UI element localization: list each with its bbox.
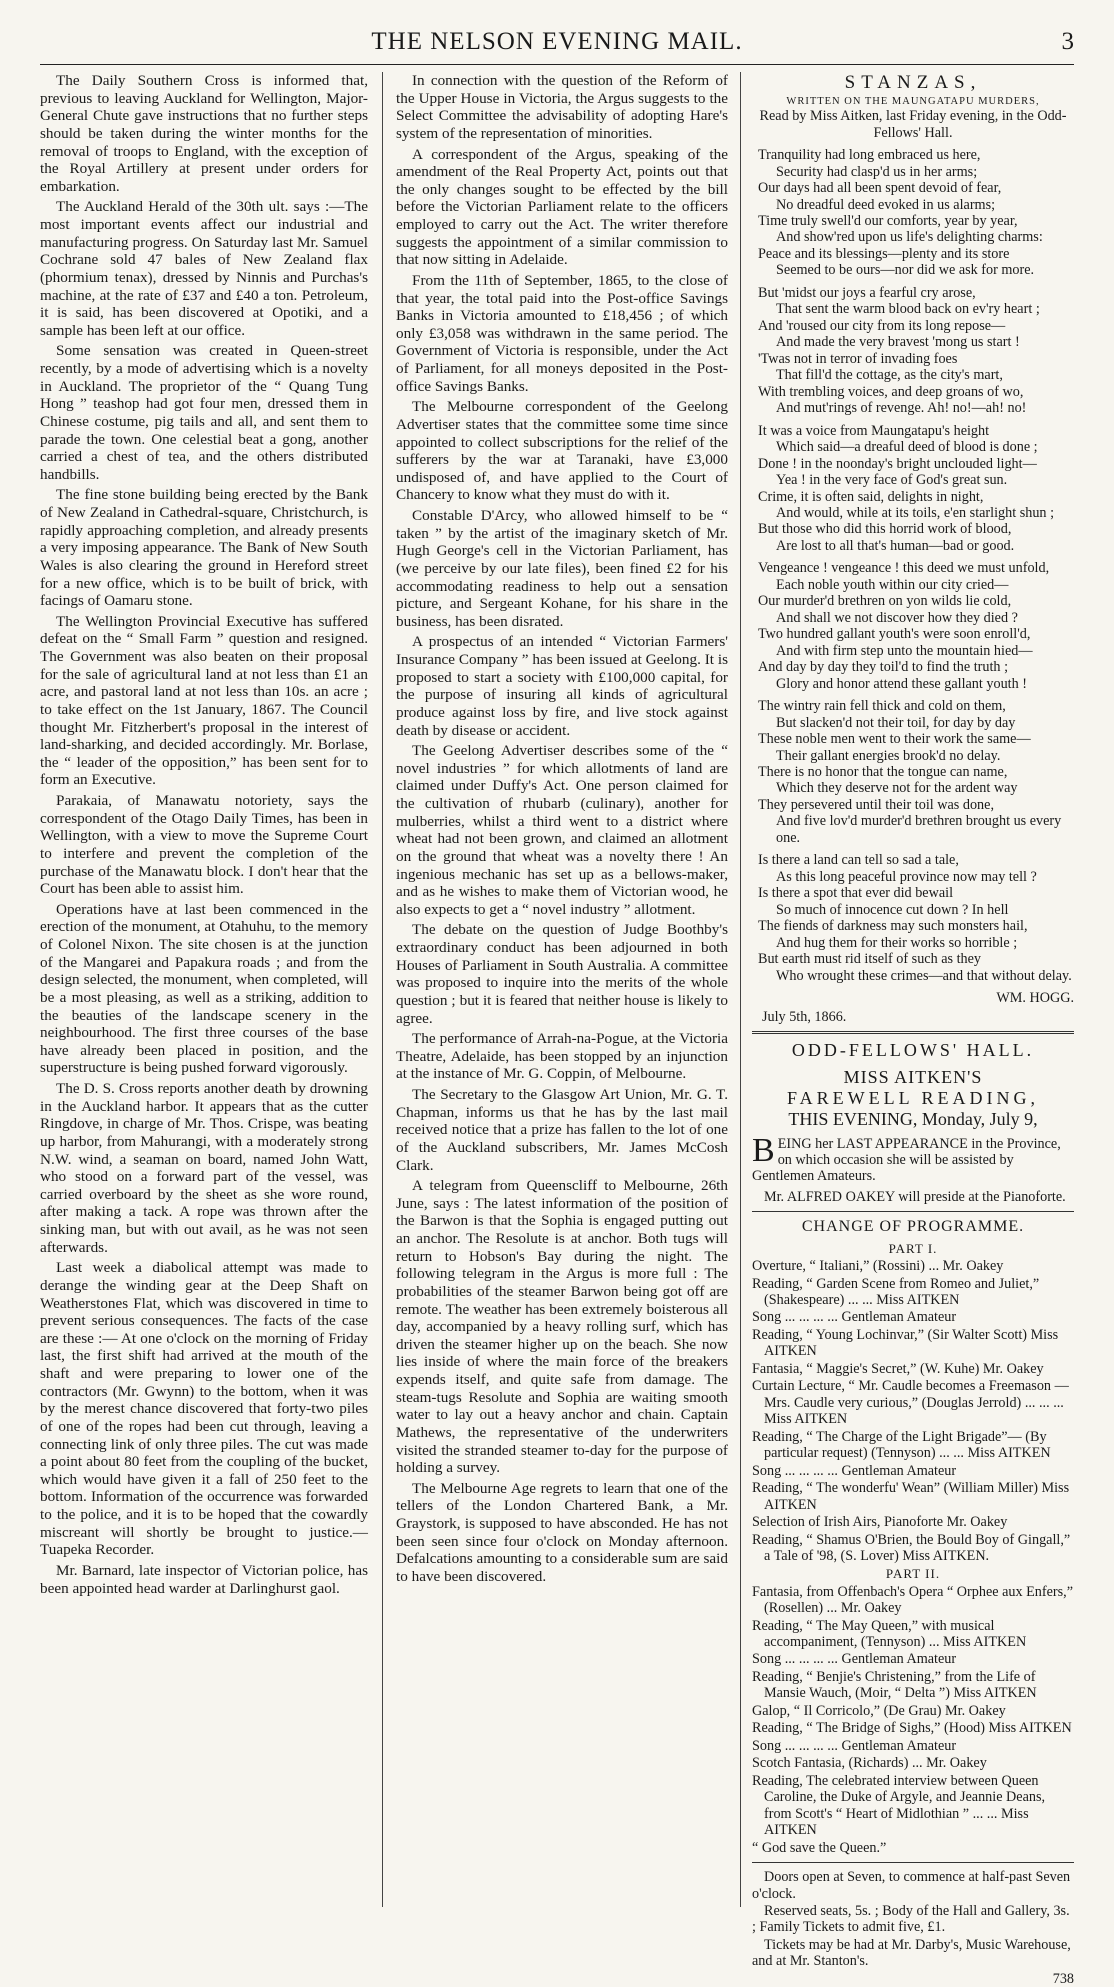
poem-line: Seemed to be ours—nor did we ask for more. (776, 262, 1035, 279)
poem-line: Is there a land can tell so sad a tale, (758, 852, 959, 869)
poem-line: Crime, it is often said, delights in night, (758, 488, 984, 505)
poem-line: As this long peaceful province now may tell ? (776, 868, 1037, 885)
poem-line: And day by day they toil'd to find the truth ; (758, 659, 1009, 676)
news-paragraph: The performance of Arrah-na-Pogue, at the Victoria Theatre, Adelaide, has been stopped by an injunction at the instance of Mr. G. Coppin, of Melbourne. (396, 1030, 728, 1083)
advert-when: THIS EVENING, Monday, July 9, (788, 1108, 1038, 1129)
masthead (40, 22, 1074, 62)
poem-stanza (752, 285, 1074, 417)
poem-line: And shall we not discover how they died ? (776, 609, 1018, 626)
news-paragraph: A telegram from Queenscliff to Melbourne, 26th June, says : The latest information of the position of the Barwon is that the Sophia is engaged putting out an anchor. The Resolute is at anchor. Both tugs will return to Hobson's Bay during the night. The following telegram in the Argus is more full : The probabilities of the steamer Barwon being got off are remote. The weather has been extremely boisterous all day, accompanied by a heavy rolling surf, which has driven the steamer higher up on the beach. She now lies inside of where the main force of the breakers expends itself, and quite safe from damage. The steam-tugs Resolute and Sophia are waiting smooth water to lay out a heavy anchor and chain. Captain Mathews, the representative of the underwriters visited the stranded steamer to-day for the purpose of holding a survey. (396, 1177, 728, 1477)
poem-line: Their gallant energies brook'd no delay. (776, 747, 1001, 764)
news-paragraph: The Wellington Provincial Executive has suffered defeat on the “ Small Farm ” question and resigned. The Government was also beaten on their proposal for the sale of agricultural land at not less than £1 an acre, and pastoral land at not less than 10s. an acre ; to take effect on the 1st January, 1867. The Council thought Mr. Fitzherbert's proposal in the interest of land-sharking, and decided accordingly. Mr. Borlase, the “ leader of the opposition,” has been sent for to form an Executive. (40, 612, 368, 789)
poem-title: STANZAS, (844, 72, 982, 93)
part-2-title: PART II. (885, 1566, 941, 1582)
poem-stanza (752, 560, 1074, 692)
poem-line: It was a voice from Maungatapu's height (758, 422, 990, 439)
poem-line: Time truly swell'd our comforts, year by year, (758, 213, 1018, 230)
poem-stanza (752, 423, 1074, 555)
poem-line: Which they deserve not for the ardent way (776, 780, 1018, 797)
poem-line: And made the very bravest 'mong us start ! (776, 334, 1020, 351)
poem-line: And five lov'd murder'd brethren brought us every one. (776, 813, 1062, 846)
news-paragraph: In connection with the question of the Reform of the Upper House in Victoria, the Argus suggests to the Select Committee the advisability of adopting Hare's system of the representation of minorities. (396, 72, 728, 142)
poem-line: There is no honor that the tongue can name, (758, 764, 1008, 781)
poem-line: That fill'd the cottage, as the city's mart, (776, 367, 1003, 384)
news-paragraph: Mr. Barnard, late inspector of Victorian police, has been appointed head warder at Darlinghurst gaol. (40, 1561, 368, 1597)
section-rule (752, 1031, 1074, 1034)
page-number: 3 (1061, 28, 1074, 55)
programme-item: Song ... ... ... ... Gentleman Amateur (752, 1651, 957, 1668)
poem-line: Glory and honor attend these gallant youth ! (776, 675, 1027, 692)
news-paragraph: A prospectus of an intended “ Victorian Farmers' Insurance Company ” has been issued at Geelong. It is proposed to start a society with £100,000 capital, for the purpose of insuring all kinds of agricultural produce against loss by fire, and live stock against death by disease or accident. (396, 633, 728, 739)
programme-item: Reading, The celebrated interview between Queen Caroline, the Duke of Argyle, and Jeannie Deans, from Scott's “ Heart of Midlothian ” ... ... Miss AITKEN (752, 1772, 1046, 1839)
advert-notice (752, 1131, 1074, 1185)
poem-line: But those who did this horrid work of blood, (758, 521, 1012, 538)
advert-event: FAREWELL READING, (787, 1087, 1039, 1108)
poem-line: With trembling voices, and deep groans of wo, (758, 383, 1024, 400)
news-paragraph: A correspondent of the Argus, speaking of the amendment of the Real Property Act, points out that the only changes sought to be effected by the bill before the Victorian Parliament relate to the officers employed to carry out the Act. The writer therefore suggests the appointment of a similar commission to that now sitting in Adelaide. (396, 145, 728, 269)
news-paragraph: The Auckland Herald of the 30th ult. says :—The most important events affect our industrial and manufacturing progress. On Saturday last Mr. Samuel Cochrane sold 47 bales of New Zealand flax (phormium tenax), dressed by Ninnis and Purchas's machine, at the rate of £37 and £40 a ton. Petroleum, it is said, has been discovered at Opotiki, and a sample has been left at our office. (40, 198, 368, 339)
news-column-3 (752, 72, 1074, 1987)
news-paragraph: The D. S. Cross reports another death by drowning in the Auckland harbor. It appears that as the cutter Ringdove, in charge of Mr. Thos. Crispe, was beating up harbor, from Mahurangi, with a moderately strong N.W. wind, a seaman on board, named John Watt, who stood on a forward part of the vessel, was carried overboard by the sheet as she wore round, after making a tack. A rope was thrown after the sinking man, but with out avail, as he was not seen afterwards. (40, 1080, 368, 1256)
poem-stanza (752, 698, 1074, 846)
programme-item: “ God save the Queen.” (752, 1839, 887, 1856)
programme-item: Fantasia, from Offenbach's Opera “ Orphee aux Enfers,” (Rosellen) ... Mr. Oakey (752, 1583, 1073, 1617)
programme-item: Reading, “ Shamus O'Brien, the Bould Boy of Gingall,” a Tale of '98, (S. Lover) Miss AITKEN. (752, 1531, 1071, 1565)
poem-line: Security had clasp'd us in her arms; (776, 163, 978, 180)
advert-name: MISS AITKEN'S (843, 1066, 983, 1087)
programme-item: Reading, “ The Bridge of Sighs,” (Hood) Miss AITKEN (752, 1720, 1072, 1737)
poem-stanza (752, 147, 1074, 279)
notice-text: EING her LAST APPEARANCE in the Province, on which occasion she will be assisted by Gentlemen Amateurs. (752, 1135, 1061, 1185)
poem-line: So much of innocence cut down ? In hell (776, 901, 1009, 918)
poem-line: But slacken'd not their toil, for day by day (776, 714, 1016, 731)
news-column-2 (396, 72, 728, 1907)
poem-line: These noble men went to their work the same— (758, 731, 1031, 748)
news-paragraph: The Geelong Advertiser describes some of the “ novel industries ” for which allotments of land are claimed under Duffy's Act. One person claimed for the cultivation of rhubarb (culinary), another for mulberries, whilst a third went to a district where wheat had not been grown, and claimed an allotment on the ground that wheat was a novelty there ! An ingenious mechanic has set up as a bellows-maker, and as he wishes to make them of Victorian wood, he also expects to get a “ novel industry ” allotment. (396, 742, 728, 918)
poem-line: And hug them for their works so horrible ; (776, 934, 1018, 951)
programme-item: Selection of Irish Airs, Pianoforte Mr. Oakey (752, 1514, 1008, 1531)
programme-item: Overture, “ Italiani,” (Rossini) ... Mr. Oakey (752, 1258, 1004, 1275)
poem-line: Each noble youth within our city cried— (776, 576, 1009, 593)
news-paragraph: From the 11th of September, 1865, to the close of that year, the total paid into the Post-office Savings Banks in Victoria amounted to £18,456 ; of which only £3,058 was withdrawn in the same period. The Government of Victoria is responsible, under the Act of Parliament, for all moneys deposited in the Post-office Savings Banks. (396, 271, 728, 395)
column-divider (382, 72, 383, 1907)
news-paragraph: The Melbourne Age regrets to learn that one of the tellers of the London Chartered Bank, a Mr. Graystork, is supposed to have absconded. He has not been seen since four o'clock on Monday afternoon. Defalcations amounting to a considerable sum are said to have been discovered. (396, 1479, 728, 1585)
programme-item: Reading, “ Young Lochinvar,” (Sir Walter Scott) Miss AITKEN (752, 1326, 1059, 1360)
poem-line: Vengeance ! vengeance ! this deed we must unfold, (758, 560, 1050, 577)
poem-line: They persevered until their toil was done, (758, 796, 994, 813)
poem-line: Is there a spot that ever did bewail (758, 885, 954, 902)
poem-line: Our days had all been spent devoid of fear, (758, 180, 1002, 197)
programme-item: Reading, “ The May Queen,” with musical accompaniment, (Tennyson) ... Miss AITKEN (752, 1617, 1027, 1650)
poem-line: And 'roused our city from its long repose— (758, 317, 1006, 334)
poem-line: But 'midst our joys a fearful cry arose, (758, 284, 976, 301)
poem-line: Peace and its blessings—plenty and its store (758, 245, 1010, 262)
poem-line: Which said—a dreaful deed of blood is done ; (776, 439, 1038, 456)
poem-line: Done ! in the noonday's bright unclouded light— (758, 455, 1037, 472)
drop-cap: B (752, 1131, 775, 1169)
advert-hall: ODD-FELLOWS' HALL. (791, 1040, 1035, 1061)
news-paragraph: Parakaia, of Manawatu notoriety, says the correspondent of the Otago Daily Times, has been in Wellington, with a view to move the Supreme Court to interfere and prevent the completion of the purchase of the Manawatu block. I don't hear that the Court has been able to assist him. (40, 792, 368, 898)
programme-item: Reading, “ The Charge of the Light Brigade”— (By particular request) (Tennyson) ... ... Miss AITKEN (752, 1428, 1051, 1462)
advert-number: 738 (1052, 1970, 1074, 1987)
programme-part-1 (752, 1258, 1074, 1564)
poem-line: But earth must rid itself of such as they (758, 951, 982, 968)
programme-item: Scotch Fantasia, (Richards) ... Mr. Oakey (752, 1755, 987, 1772)
poem-line: And would, while at its toils, e'en starlight shun ; (776, 504, 1055, 521)
programme-item: Galop, “ Il Corricolo,” (De Grau) Mr. Oakey (752, 1702, 1006, 1719)
section-rule (752, 1211, 1074, 1212)
programme-item: Curtain Lecture, “ Mr. Caudle becomes a Freemason —Mrs. Caudle very curious,” (Douglas Jerrold) ... ... ... Miss AITKEN (752, 1378, 1069, 1428)
poem-line: Are lost to all that's human—bad or good. (776, 537, 1015, 554)
news-paragraph: The Daily Southern Cross is informed that, previous to leaving Auckland for Wellington, Major-General Chute gave instructions that no further steps should be taken during the winter months for the removal of troops to England, with the exception of the Royal Artillery at present under orders for embarkation. (40, 72, 368, 195)
poem-note: Read by Miss Aitken, last Friday evening, in the Odd-Fellows' Hall. (759, 108, 1067, 141)
poem-signature: WM. HOGG. (996, 990, 1074, 1007)
programme-item: Fantasia, “ Maggie's Secret,” (W. Kuhe) Mr. Oakey (752, 1360, 1044, 1377)
news-paragraph: Last week a diabolical attempt was made to derange the winding gear at the Deep Shaft on Weatherstones Flat, which was discovered in time to prevent serious consequences. The facts of the case are these :— At one o'clock on the morning of Friday last, the first shift had arrived at the mouth of the shaft and were preparing to lower one of the contractors (Mr. Gwynn) to the bottom, when it was by the merest chance discovered that forty-two piles of one of the ropes had been cut through, leaving a connecting link of only three piles. The cut was made a point about 80 feet from the coupling of the bucket, which would have given it a fall of 250 feet to the bottom. Information of the occurrence was forwarded to the police, and it is to be hoped that the cowardly miscreant will shortly be brought to justice.—Tuapeka Recorder. (40, 1259, 368, 1559)
poem-line: Who wrought these crimes—and that without delay. (776, 967, 1072, 984)
poem-line: The fiends of darkness may such monsters hail, (758, 918, 1028, 935)
poem-line: And show'red upon us life's delighting charms: (776, 229, 1043, 246)
footer-line: Reserved seats, 5s. ; Body of the Hall and Gallery, 3s. ; Family Tickets to admit five, £1. (752, 1903, 1070, 1936)
news-paragraph: The Secretary to the Glasgow Art Union, Mr. G. T. Chapman, informs us that he has by the last mail received notice that a prize has fallen to the lot of one of the Auckland subscribers, Mr. James McCosh Clark. (396, 1086, 728, 1174)
advert-footer (752, 1869, 1074, 1970)
poem-line: And with firm step unto the mountain hied— (776, 642, 1033, 659)
part-1-title: PART I. (888, 1240, 938, 1256)
footer-line: Tickets may be had at Mr. Darby's, Music Warehouse, and at Mr. Stanton's. (752, 1936, 1071, 1970)
poem-line: Our murder'd brethren on yon wilds lie cold, (758, 593, 1012, 610)
newspaper-title: THE NELSON EVENING MAIL. (371, 28, 743, 55)
news-paragraph: Constable D'Arcy, who allowed himself to be “ taken ” by the artist of the imaginary sketch of Mr. Hugh George's cell in the Victorian Parliament, has (we perceive by our late files), been fined £2 for his accommodating readiness to help out a sensation picture, and Sergeant Kohane, for his share in the business, has been disrated. (396, 507, 728, 630)
poem-line: Yea ! in the very face of God's great sun. (776, 472, 1008, 489)
poem-line: Two hundred gallant youth's were soon enroll'd, (758, 626, 1031, 643)
poem-subtitle: WRITTEN ON THE MAUNGATAPU MURDERS, (786, 96, 1040, 108)
programme-item: Song ... ... ... ... Gentleman Amateur (752, 1737, 957, 1754)
programme-title: CHANGE OF PROGRAMME. (801, 1218, 1025, 1236)
poem-line: Tranquility had long embraced us here, (758, 147, 981, 164)
section-rule (752, 1862, 1074, 1863)
poem-line: And mut'rings of revenge. Ah! no!—ah! no! (776, 400, 1027, 417)
news-paragraph: Some sensation was created in Queen-street recently, by a mode of advertising which is a novelty in Auckland. The proprietor of the “ Quang Tung Hong ” teashop had got four men, dressed them in Chinese costume, pig tails and all, and sent them to parade the town. One celestial beat a gong, another carried a chest of tea, and the others distributed handbills. (40, 342, 368, 483)
programme-item: Song ... ... ... ... Gentleman Amateur (752, 1309, 957, 1326)
programme-item: Reading, “ Garden Scene from Romeo and Juliet,” (Shakespeare) ... ... Miss AITKEN (752, 1275, 1040, 1308)
poem-line: The wintry rain fell thick and cold on them, (758, 698, 1006, 715)
news-paragraph: Operations have at last been commenced in the erection of the monument, at Otahuhu, to the memory of Colonel Nixon. The site chosen is at the junction of the Mangarei and Papakura roads ; and from the design selected, the monument, when completed, will be a most pleasing, as well as a striking, addition to the beauties of the landscape scenery in the neighbourhood. The first three courses of the base have already been placed in position, and the superstructure is being pushed forward vigorously. (40, 900, 368, 1077)
poem-body (752, 147, 1074, 984)
column-divider (740, 72, 741, 1907)
poem-line: 'Twas not in terror of invading foes (758, 350, 958, 367)
poem-line: That sent the warm blood back on ev'ry heart ; (776, 301, 1040, 318)
programme-part-2 (752, 1584, 1074, 1857)
programme-item: Song ... ... ... ... Gentleman Amateur (752, 1462, 957, 1479)
programme-item: Reading, “ Benjie's Christening,” from the Life of Mansie Wauch, (Moir, “ Delta ”) Miss AITKEN (752, 1668, 1037, 1702)
poem-stanza (752, 852, 1074, 984)
poem-line: No dreadful deed evoked in us alarms; (776, 196, 996, 213)
footer-line: Doors open at Seven, to commence at half-past Seven o'clock. (752, 1869, 1071, 1902)
advert-notice-2: Mr. ALFRED OAKEY will preside at the Pianoforte. (764, 1188, 1066, 1205)
poem-date: July 5th, 1866. (762, 1008, 847, 1025)
programme-item: Reading, “ The wonderfu' Wean” (William Miller) Miss AITKEN (752, 1480, 1070, 1513)
masthead-rule (40, 64, 1074, 65)
news-paragraph: The debate on the question of Judge Boothby's extraordinary conduct has been adjourned in both Houses of Parliament in South Australia. A committee was proposed to inquire into the merits of the whole question ; but it is feared that neither house is likely to agree. (396, 921, 728, 1027)
news-column-1 (40, 72, 368, 1907)
news-paragraph: The Melbourne correspondent of the Geelong Advertiser states that the committee some time since appointed to collect subscriptions for the relief of the sufferers by the war at Taranaki, have £3,000 undisposed of, and have applied to the Court of Chancery to know what they must do with it. (396, 398, 728, 504)
news-paragraph: The fine stone building being erected by the Bank of New Zealand in Cathedral-square, Christchurch, is rapidly approaching completion, and already presents a very imposing appearance. The Bank of New South Wales is also clearing the ground in Hereford street for a new office, which is to be built of brick, with facings of Oamaru stone. (40, 486, 368, 610)
